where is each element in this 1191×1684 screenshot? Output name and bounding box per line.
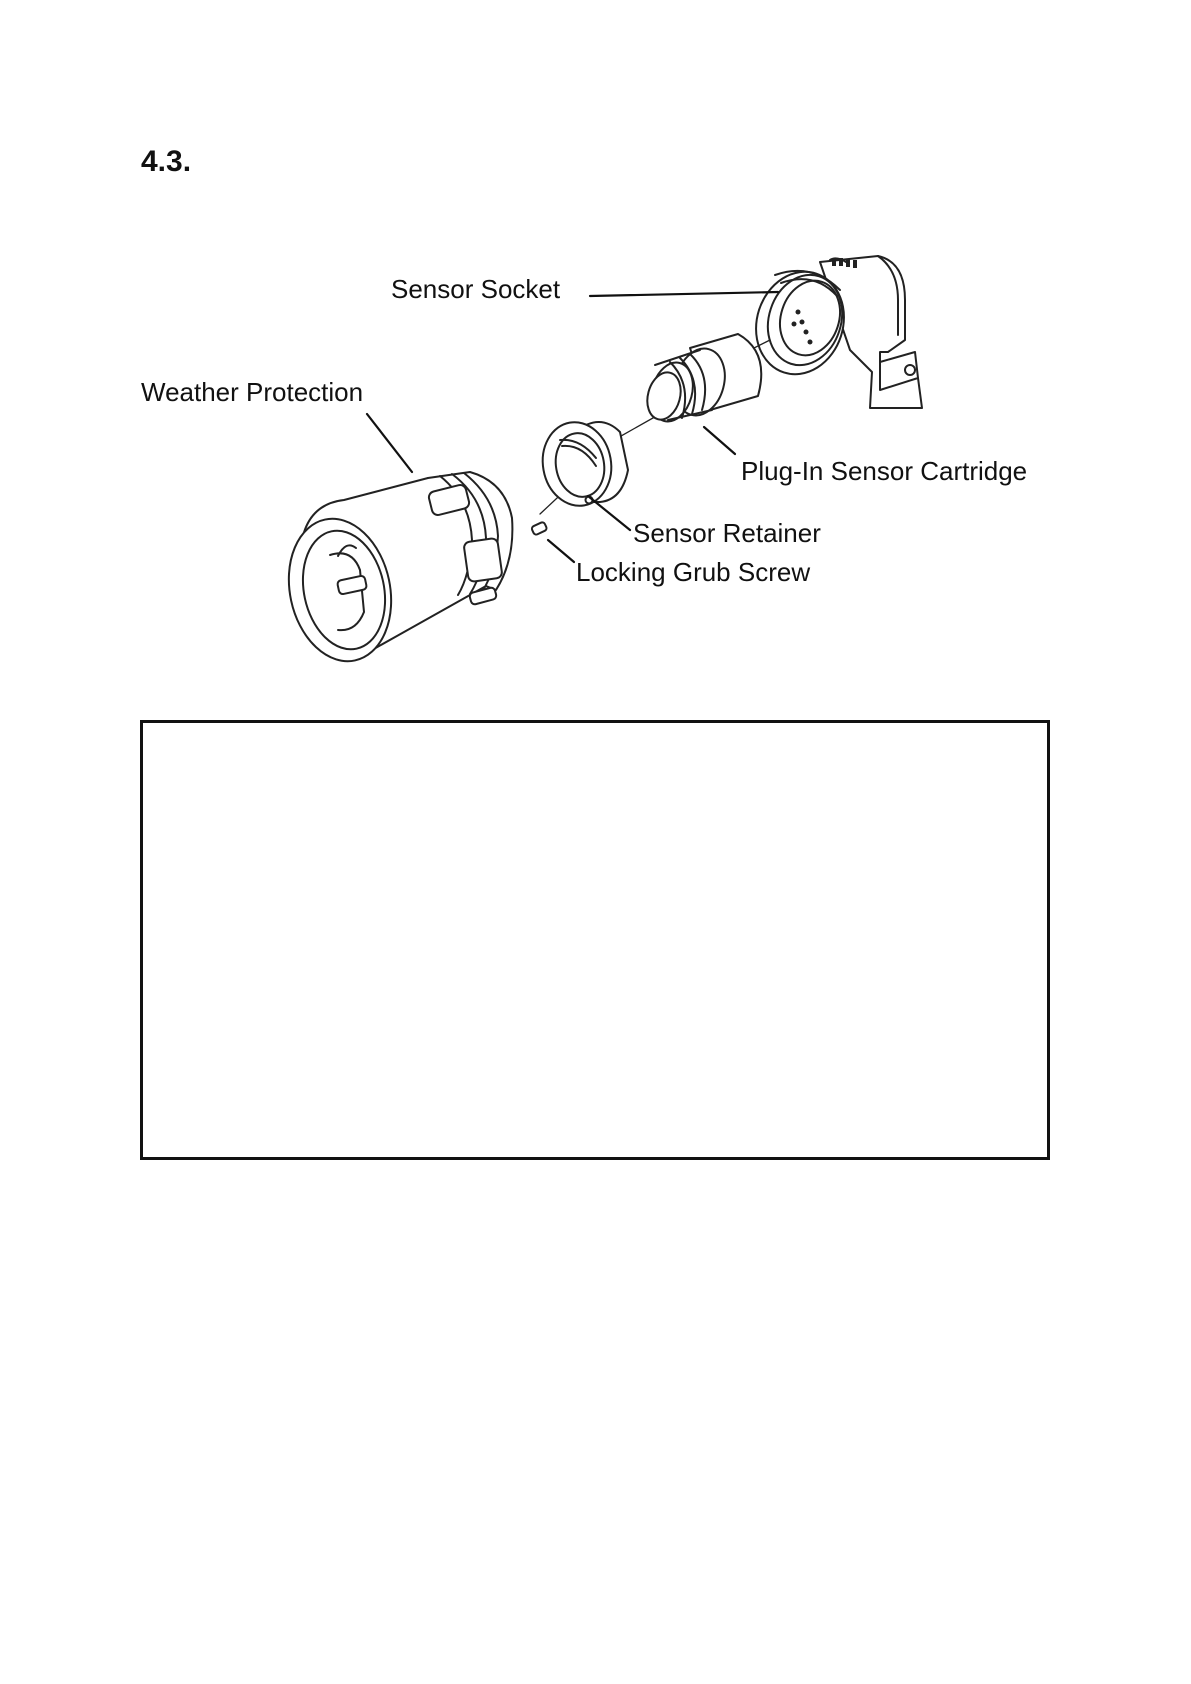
exploded-sensor-diagram bbox=[0, 0, 1191, 720]
label-weather-protection: Weather Protection bbox=[141, 377, 364, 407]
sensor-retainer-part bbox=[536, 417, 628, 512]
locking-grub-screw-part bbox=[531, 521, 547, 535]
sensor-socket-part bbox=[743, 256, 922, 408]
note-box bbox=[140, 720, 1050, 1160]
label-locking-grub-screw: Locking Grub Screw bbox=[576, 557, 811, 587]
diagram-drawing bbox=[0, 0, 1191, 720]
label-plug-in-sensor-cartridge: Plug-In Sensor Cartridge bbox=[741, 456, 1028, 486]
label-sensor-retainer: Sensor Retainer bbox=[633, 518, 821, 548]
label-sensor-socket: Sensor Socket bbox=[391, 274, 561, 304]
plug-in-sensor-cartridge-part bbox=[642, 334, 761, 426]
weather-protection-part bbox=[276, 472, 512, 671]
section-heading: 4.3. bbox=[141, 145, 192, 178]
